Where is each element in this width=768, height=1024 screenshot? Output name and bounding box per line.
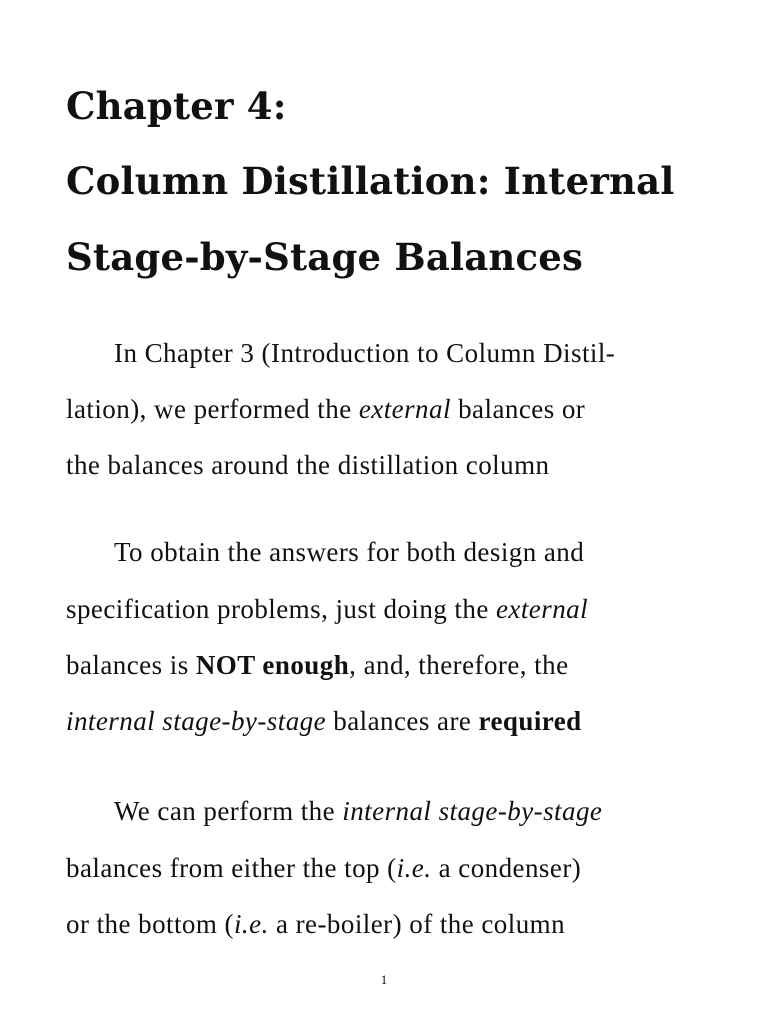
emphasis-internal-stage-by-stage: internal stage-by-stage bbox=[342, 796, 603, 826]
chapter-title-line-2: Stage-by-Stage Balances bbox=[66, 235, 584, 279]
page-number: 1 bbox=[380, 972, 388, 987]
emphasis-internal-stage-by-stage: internal stage-by-stage bbox=[66, 706, 327, 736]
paragraph-1-line-1: In Chapter 3 (Introduction to Column Distil- bbox=[114, 338, 616, 368]
bold-not-enough: NOT enough bbox=[195, 650, 350, 680]
paragraph-3-line-3: or the bottom (i.e. a re-boiler) of the column bbox=[66, 909, 566, 939]
paragraph-3-line-1: We can perform the internal stage-by-stage bbox=[114, 796, 603, 826]
emphasis-ie: i.e. bbox=[396, 853, 432, 883]
emphasis-external: external bbox=[358, 394, 451, 424]
paragraph-2-line-3: balances is NOT enough, and, therefore, the bbox=[66, 650, 569, 680]
paragraph-2-line-2: specification problems, just doing the external bbox=[66, 594, 589, 624]
chapter-label: Chapter 4: bbox=[66, 84, 287, 128]
paragraph-1-line-3: the balances around the distillation column bbox=[66, 450, 550, 480]
paragraph-2-line-4: internal stage-by-stage balances are required bbox=[66, 706, 582, 736]
emphasis-ie: i.e. bbox=[233, 909, 269, 939]
chapter-title-line-1: Column Distillation: Internal bbox=[66, 159, 675, 203]
paragraph-3-line-2: balances from either the top (i.e. a condenser) bbox=[66, 853, 582, 883]
paragraph-1-line-2: lation), we performed the external balances or bbox=[66, 394, 586, 424]
paragraph-2-line-1: To obtain the answers for both design and bbox=[114, 537, 585, 567]
emphasis-external: external bbox=[495, 594, 589, 624]
bold-required: required bbox=[478, 706, 582, 736]
